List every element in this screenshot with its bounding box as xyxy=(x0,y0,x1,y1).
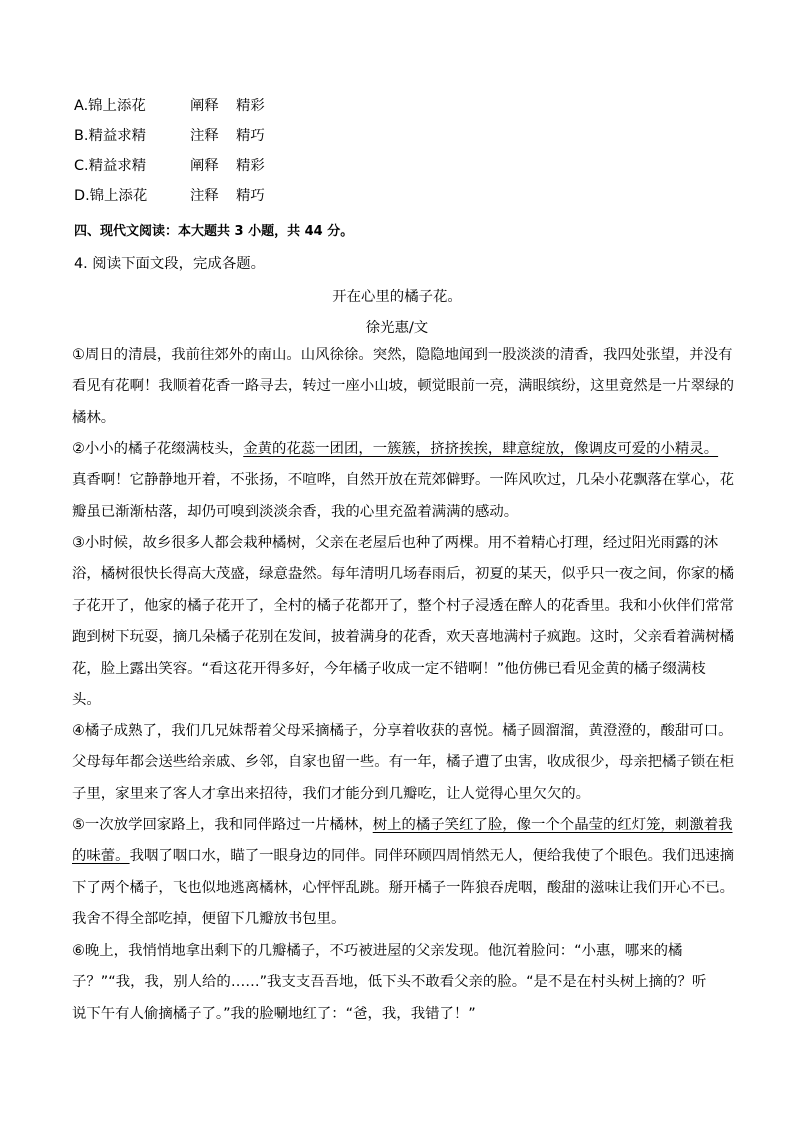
text-segment: 我咽了咽口水，瞄了一眼身边的同伴。同伴环顾四周悄然无人，便给我使了个眼色。我们迅速摘 xyxy=(129,848,734,865)
underlined-sentence-end: 的味蕾。 xyxy=(72,848,130,865)
text-line: 看见有花啊！我顺着花香一路寻去，转过一座小山坡，顿觉眼前一亮，满眼缤纷，这里竟然是一片翠绿的 xyxy=(72,378,734,395)
option-c-label: C.精益求精 xyxy=(74,158,147,174)
text-line: 我舍不得全部吃掉，便留下几瓣放书包里。 xyxy=(72,911,346,928)
text-line xyxy=(72,434,722,465)
underlined-sentence: 金黄的花蕊一团团，一簇簇，挤挤挨挨，肆意绽放，像调皮可爱的小精灵。 xyxy=(243,441,719,457)
option-d-word2: 注释 xyxy=(190,188,219,204)
paragraph-1 xyxy=(72,340,734,434)
text-line: 下了两个橘子，飞也似地逃离橘林，心怦怦乱跳。掰开橘子一阵狼吞虎咽，酸甜的滋味让我们开心不已。 xyxy=(72,879,734,896)
text-segment: ⑤一次放学回家路上，我和同伴路过一片橘林， xyxy=(72,817,373,833)
option-d-word3: 精巧 xyxy=(236,188,265,204)
text-line: 父母每年都会送些给亲戚、乡邻，自家也留一些。有一年，橘子遭了虫害，收成很少，母亲把橘子锁在柜 xyxy=(72,754,734,771)
option-d-label: D.锦上添花 xyxy=(74,188,148,204)
paragraph-5 xyxy=(72,810,734,936)
option-b-word2: 注释 xyxy=(190,128,219,144)
text-line xyxy=(72,841,734,872)
article-author: 徐光惠/文 xyxy=(365,320,429,336)
text-segment: ②小小的橘子花缀满枝头， xyxy=(72,441,244,457)
text-line: 浴，橘树很快长得高大茂盛，绿意盎然。每年清明几场春雨后，初夏的某天，似乎只一夜之间，你家的橘 xyxy=(72,566,734,583)
section-header: 四、现代文阅读：本大题共 3 小题，共 44 分。 xyxy=(74,224,354,239)
text-line: 橘林。 xyxy=(72,409,116,426)
text-line: ①周日的清晨，我前往郊外的南山。山风徐徐。突然，隐隐地闻到一股淡淡的清香，我四处张望，并没有 xyxy=(72,347,733,363)
text-line: 花，脸上露出笑容。“看这花开得多好，今年橘子收成一定不错啊！”他仿佛已看见金黄的橘子缀满枝 xyxy=(72,660,706,677)
text-line xyxy=(72,810,733,841)
paragraph-2 xyxy=(72,434,734,528)
option-a-word3: 精彩 xyxy=(236,98,265,114)
text-line: 子花开了，他家的橘子花开了，全村的橘子花都开了，整个村子浸透在醉人的花香里。我和小伙伴们常常 xyxy=(72,597,734,614)
text-line: 真香啊！它静静地开着，不张扬，不喧哗，自然开放在荒郊僻野。一阵风吹过，几朵小花飘落在掌心，花 xyxy=(72,472,734,489)
text-line: ④橘子成熟了，我们几兄妹帮着父母采摘橘子，分享着收获的喜悦。橘子圆溜溜，黄澄澄的，酸甜可口。 xyxy=(72,723,733,739)
option-a-word2: 阐释 xyxy=(190,98,219,114)
text-line: 头。 xyxy=(72,691,101,708)
text-line: 跑到树下玩耍，摘几朵橘子花别在发间，披着满身的花香，欢天喜地满村子疯跑。这时，父亲看着满树橘 xyxy=(72,629,734,646)
paragraph-6 xyxy=(72,936,722,1030)
option-b-word3: 精巧 xyxy=(236,128,265,144)
question-prompt: 4. 阅读下面文段，完成各题。 xyxy=(74,256,265,272)
option-a-label: A.锦上添花 xyxy=(74,98,146,114)
option-c-word3: 精彩 xyxy=(236,158,265,174)
text-line: 子里，家里来了客人才拿出来招待，我们才能分到几瓣吃，让人觉得心里欠欠的。 xyxy=(72,785,591,802)
article-title: 开在心里的橘子花。 xyxy=(332,289,462,305)
text-line: 子？”“我，我，别人给的……”我支支吾吾地，低下头不敢看父亲的脸。“是不是在村头树上摘的？听 xyxy=(72,974,707,991)
option-b-label: B.精益求精 xyxy=(74,128,147,144)
text-line: 瓣虽已渐渐枯落，却仍可嗅到淡淡余香，我的心里充盈着满满的感动。 xyxy=(72,503,519,520)
underlined-sentence: 树上的橘子笑红了脸，像一个个晶莹的红灯笼，刺激着我 xyxy=(372,817,733,833)
paragraph-3 xyxy=(72,528,734,716)
text-line: 说下午有人偷摘橘子了。”我的脸唰地红了：“爸，我，我错了！” xyxy=(72,1005,476,1022)
paragraph-4 xyxy=(72,716,734,810)
text-line: ⑥晚上，我悄悄地拿出剩下的几瓣橘子，不巧被进屋的父亲发现。他沉着脸问：“小惠，哪来的橘 xyxy=(72,943,683,959)
text-line: ③小时候，故乡很多人都会栽种橘树，父亲在老屋后也种了两棵。用不着精心打理，经过阳光雨露的沐 xyxy=(72,535,719,551)
option-c-word2: 阐释 xyxy=(190,158,219,174)
